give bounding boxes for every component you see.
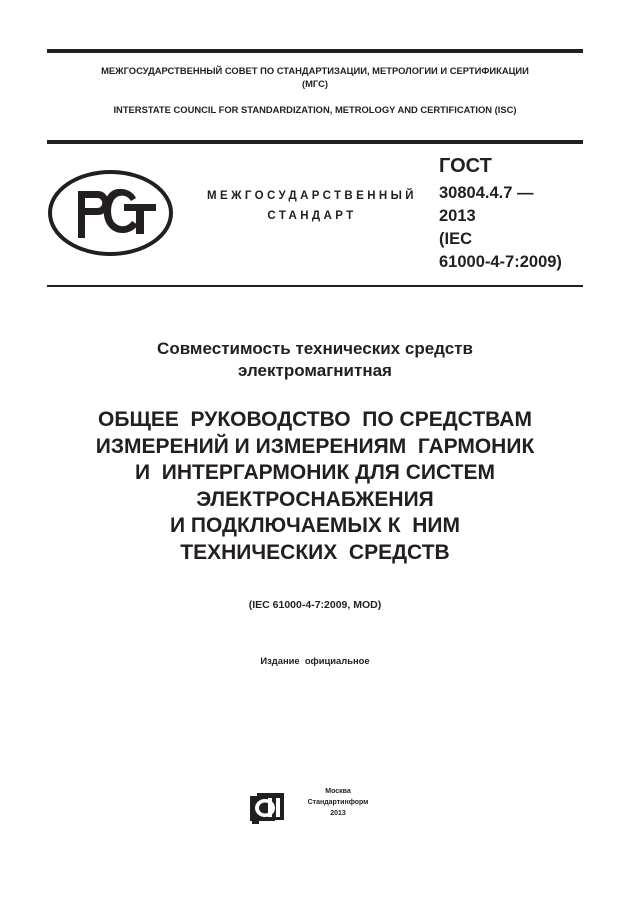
council-ru-abbr: (МГС)	[301, 78, 328, 89]
top-rule	[47, 49, 583, 53]
rst-conformity-mark-icon	[48, 170, 173, 256]
council-en: INTERSTATE COUNCIL FOR STANDARDIZATION, METROLOGY AND CERTIFICATION (ISC)	[113, 104, 517, 115]
standard-code-line: (IEC	[439, 230, 472, 248]
header-rule	[47, 140, 583, 144]
title-line: И ПОДКЛЮЧАЕМЫХ К НИМ	[169, 514, 461, 537]
council-ru	[0, 64, 630, 90]
publisher-name: Стандартинформ	[307, 799, 369, 806]
subtitle-line: электромагнитная	[238, 361, 392, 380]
council-ru-name: МЕЖГОСУДАРСТВЕННЫЙ СОВЕТ ПО СТАНДАРТИЗАЦИИ, МЕТРОЛОГИИ И СЕРТИФИКАЦИИ	[101, 65, 529, 76]
publisher-city: Москва	[325, 788, 351, 795]
standard-code-line: 30804.4.7 —	[439, 184, 534, 202]
document-title	[0, 407, 630, 566]
standard-code-line: 61000-4-7:2009)	[439, 253, 562, 271]
title-line: ТЕХНИЧЕСКИХ СРЕДСТВ	[180, 540, 450, 564]
standard-label-line1: МЕЖГОСУДАРСТВЕННЫЙ	[207, 190, 417, 202]
document-subtitle	[0, 338, 630, 382]
title-line: ИЗМЕРЕНИЙ И ИЗМЕРЕНИЯМ ГАРМОНИК	[95, 434, 535, 458]
title-line: ЭЛЕКТРОСНАБЖЕНИЯ	[196, 487, 434, 511]
publisher-info	[293, 786, 383, 819]
standard-code-title: ГОСТ	[439, 155, 492, 177]
title-line: ОБЩЕЕ РУКОВОДСТВО ПО СРЕДСТВАМ	[98, 408, 532, 431]
title-line: И ИНТЕРГАРМОНИК ДЛЯ СИСТЕМ	[135, 461, 495, 484]
standartinform-logo-icon	[249, 793, 285, 824]
standard-code	[439, 154, 562, 274]
edition-note: Издание официальное	[260, 655, 370, 666]
publisher-year: 2013	[330, 810, 346, 817]
logo-rule	[47, 285, 583, 287]
standard-code-line: 2013	[439, 207, 476, 225]
modification-note: (IEC 61000-4-7:2009, MOD)	[248, 599, 382, 611]
subtitle-line: Совместимость технических средств	[157, 339, 473, 358]
standard-label-line2: СТАНДАРТ	[267, 210, 357, 222]
